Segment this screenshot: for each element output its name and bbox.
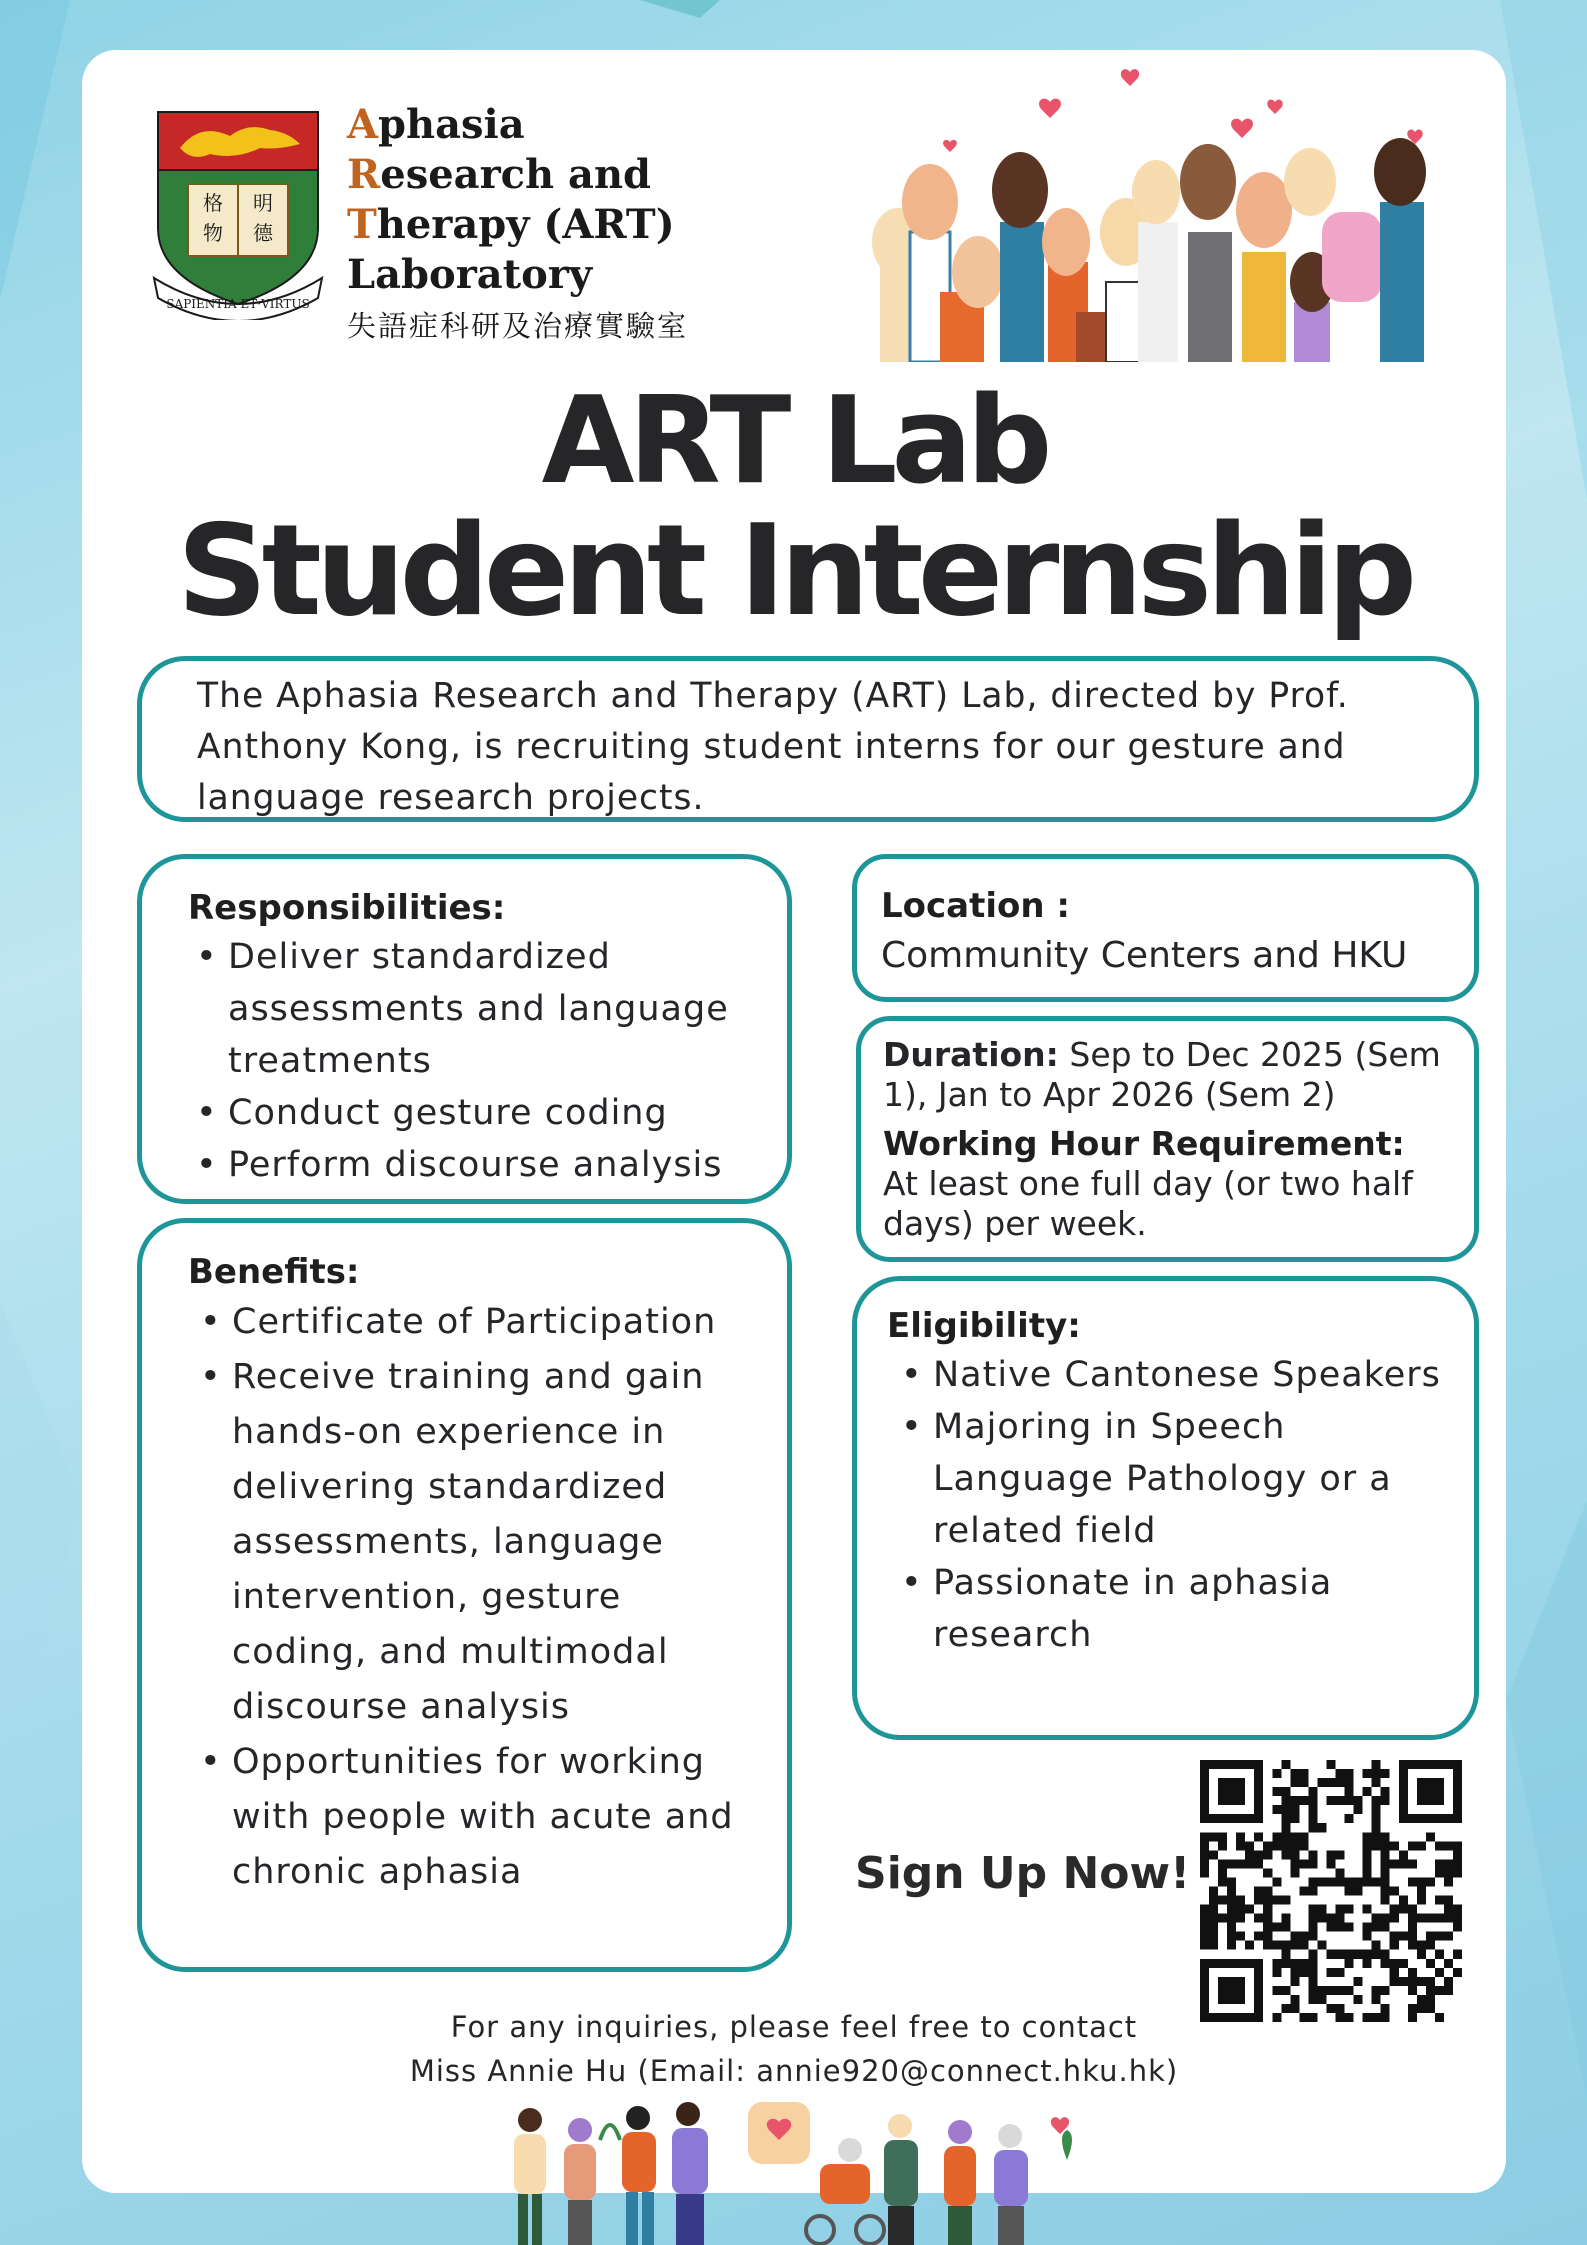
list-item: • Majoring in Speech Language Pathology or a related field — [933, 1401, 1454, 1557]
duration-heading: Duration: — [883, 1035, 1059, 1074]
contact-line-2: Miss Annie Hu (Email: annie920@connect.hku.hk) — [409, 2054, 1179, 2088]
svg-text:物: 物 — [203, 221, 223, 245]
lab-name-block — [347, 100, 767, 345]
intro-box — [137, 656, 1479, 822]
hku-crest-logo — [150, 108, 326, 320]
location-box — [852, 854, 1479, 1002]
list-item: • Conduct gesture coding — [228, 1087, 767, 1139]
working-hour-value: At least one full day (or two half days) per week. — [883, 1164, 1413, 1243]
list-item: • Perform discourse analysis — [228, 1139, 767, 1191]
intro-line-3: language research projects. — [197, 778, 705, 818]
duration-text — [883, 1035, 1464, 1115]
responsibilities-heading: Responsibilities: — [188, 888, 506, 928]
list-item: • Certificate of Participation — [232, 1295, 767, 1350]
svg-text:明: 明 — [253, 191, 273, 215]
lab-name-line-4: Laboratory — [347, 251, 593, 298]
eligibility-box — [852, 1276, 1479, 1740]
list-item: • Deliver standardized assessments and language treatments — [228, 931, 767, 1087]
working-hour-heading: Working Hour Requirement: — [883, 1124, 1405, 1163]
lab-name-chinese: 失語症科研及治療實驗室 — [347, 309, 689, 343]
lab-name-line-1: Aphasia — [347, 101, 525, 148]
raised-hands-illustration — [870, 62, 1445, 362]
location-heading: Location : — [881, 886, 1071, 926]
intro-line-2: Anthony Kong, is recruiting student interns for our gesture and — [197, 727, 1346, 767]
crest-motto: SAPIENTIA·ET·VIRTUS — [166, 297, 310, 311]
responsibilities-box — [137, 854, 792, 1204]
eligibility-heading: Eligibility: — [887, 1306, 1081, 1346]
duration-value: Sep to Dec 2025 (Sem 1), Jan to Apr 2026 (Sem 2) — [883, 1035, 1441, 1114]
lab-name-line-2: Research and — [347, 151, 651, 198]
people-illustration — [490, 2100, 1110, 2245]
list-item: • Native Cantonese Speakers — [933, 1349, 1454, 1401]
svg-text:德: 德 — [253, 221, 273, 245]
benefits-box — [137, 1218, 792, 1972]
intro-line-1: The Aphasia Research and Therapy (ART) Lab, directed by Prof. — [197, 676, 1349, 716]
signup-qr-code[interactable] — [1200, 1760, 1462, 2022]
list-item: • Opportunities for working with people with acute and chronic aphasia — [232, 1735, 767, 1900]
list-item: • Receive training and gain hands-on experience in delivering standardized assessments, language intervention, gesture coding, and multimodal discourse analysis — [232, 1350, 767, 1735]
duration-box — [856, 1016, 1479, 1262]
poster-title-line-1: ART Lab — [541, 372, 1047, 511]
benefits-heading: Benefits: — [188, 1252, 360, 1292]
contact-line-1: For any inquiries, please feel free to contact — [450, 2010, 1138, 2044]
lab-name-line-3: Therapy (ART) — [347, 201, 675, 248]
location-value: Community Centers and HKU — [881, 935, 1408, 976]
svg-text:格: 格 — [203, 191, 223, 215]
sign-up-label: Sign Up Now! — [855, 1848, 1191, 1899]
poster-title-line-2: Student Internship — [176, 497, 1412, 644]
list-item: • Passionate in aphasia research — [933, 1557, 1454, 1661]
